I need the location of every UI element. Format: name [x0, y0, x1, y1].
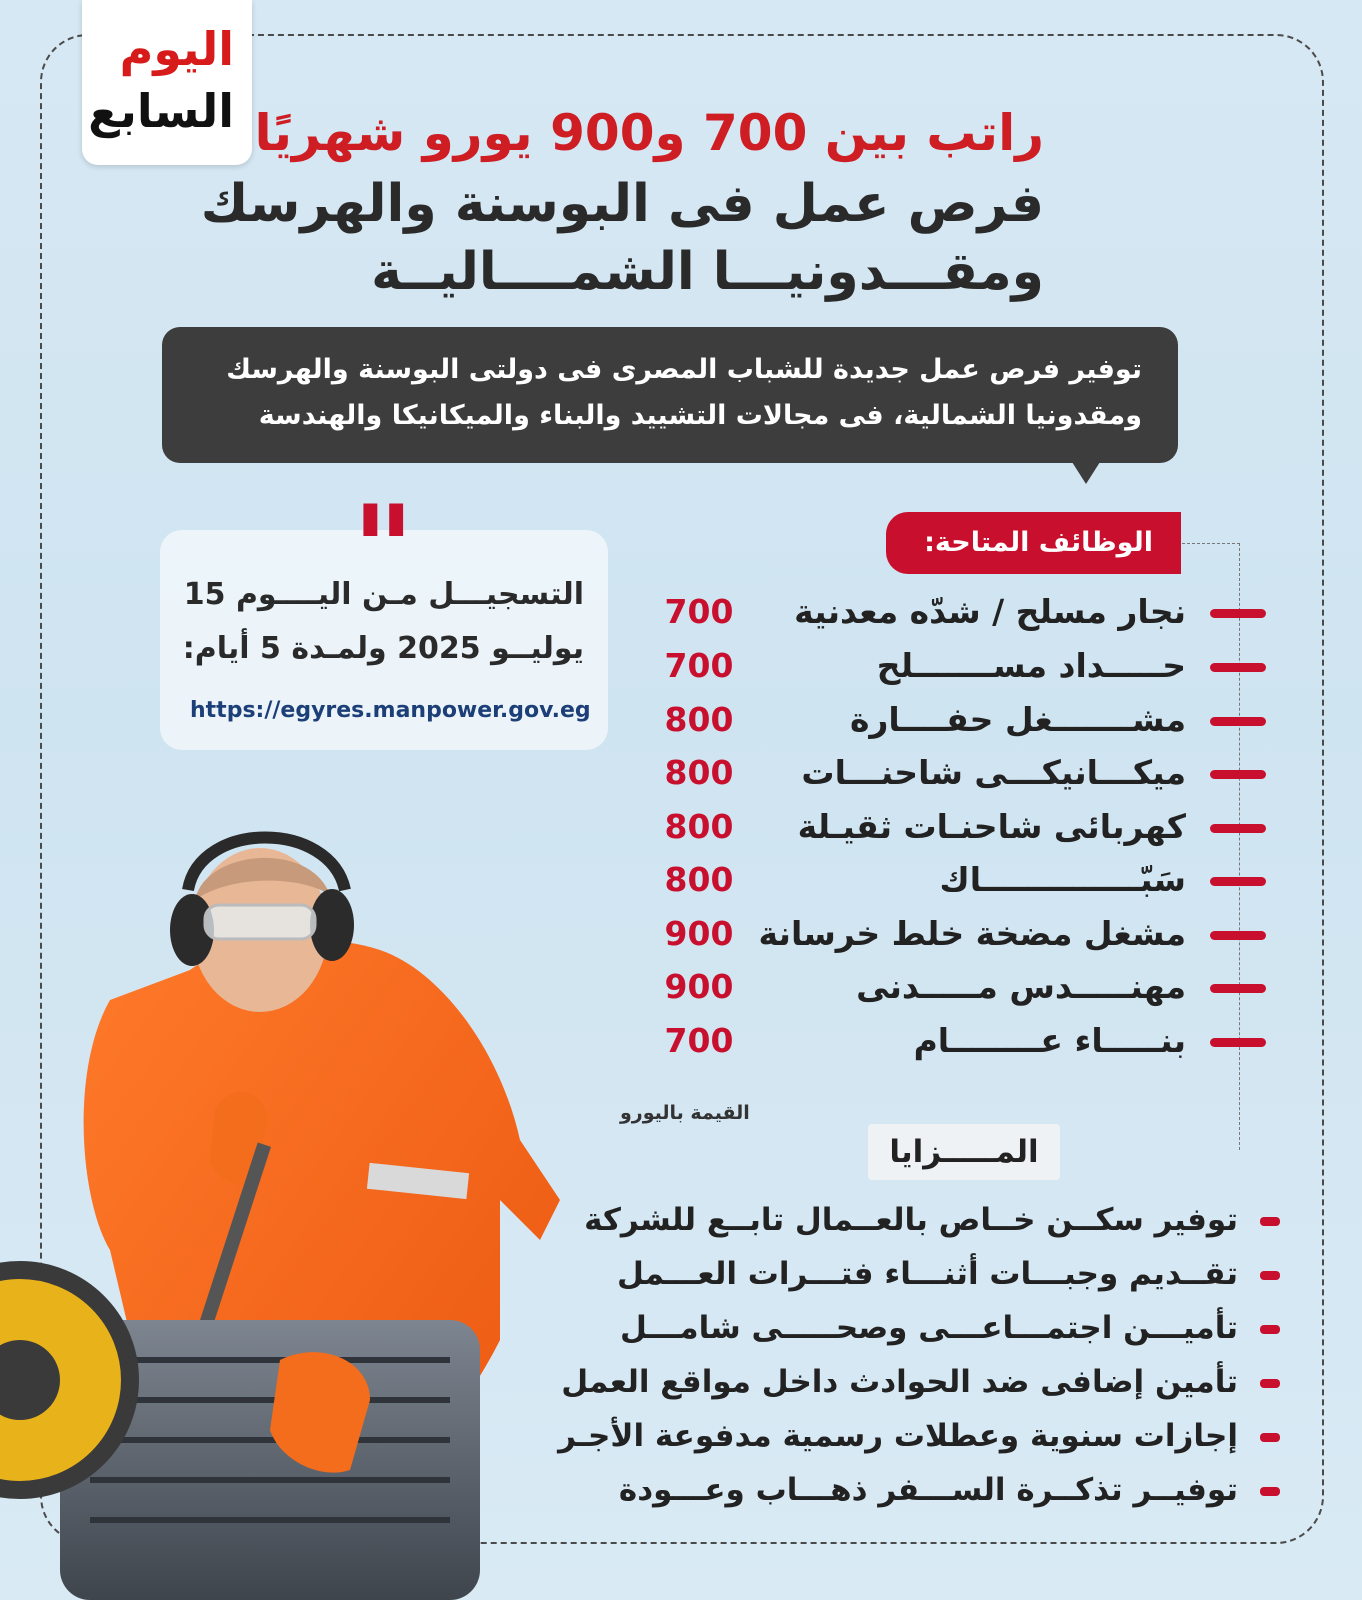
job-title: سَبّــــــــــــــاك — [939, 860, 1186, 899]
perk-text: تقــديم وجبـــات أثنـــاء فتـــرات العـــمل — [616, 1256, 1238, 1292]
logo-line-1: اليوم — [119, 22, 234, 76]
perk-text: توفير سكــن خــاص بالعــمال تابــع للشركة — [584, 1202, 1238, 1238]
registration-line-1: التسجيـــل مـن اليــــوم 15 — [183, 577, 584, 612]
job-title: بنـــــاء عــــــــام — [913, 1021, 1186, 1060]
bullet-dash-icon — [1210, 663, 1266, 672]
bullet-dash-icon — [1260, 1271, 1280, 1280]
job-salary: 800 — [664, 753, 734, 792]
job-salary: 700 — [664, 1021, 734, 1060]
registration-link[interactable]: https://egyres.manpower.gov.eg — [190, 698, 591, 723]
bullet-dash-icon — [1210, 824, 1266, 833]
job-title: حـــــداد مســـــــلح — [876, 646, 1186, 685]
headline-line-3: ومقـــدونيـــا الشمــــاليــة — [371, 242, 1044, 302]
perks-heading: المـــــزايا — [868, 1124, 1060, 1180]
bullet-dash-icon — [1210, 984, 1266, 993]
registration-line-2: يوليــو 2025 ولمـدة 5 أيام: — [182, 631, 584, 666]
bullet-dash-icon — [1210, 609, 1266, 618]
job-salary: 700 — [664, 646, 734, 685]
bullet-dash-icon — [1210, 770, 1266, 779]
intro-line-1: توفير فرص عمل جديدة للشباب المصرى فى دولتى البوسنة والهرسك — [226, 354, 1142, 385]
bullet-dash-icon — [1260, 1379, 1280, 1388]
perk-text: إجازات سنوية وعطلات رسمية مدفوعة الأجـر — [558, 1418, 1238, 1454]
speech-tail — [1072, 462, 1100, 484]
job-title: مشغل مضخة خلط خرسانة — [758, 914, 1186, 953]
headline-salary: راتب بين 700 و900 يورو شهريًا — [254, 104, 1044, 162]
job-salary: 800 — [664, 807, 734, 846]
job-salary: 700 — [664, 592, 734, 631]
perk-text: توفيــر تذكــرة الســـفر ذهـــاب وعـــودة — [618, 1472, 1238, 1508]
quote-icon: " — [352, 479, 415, 620]
bullet-dash-icon — [1260, 1433, 1280, 1442]
currency-note: القيمة باليورو — [620, 1102, 750, 1124]
registration-text — [174, 568, 584, 676]
bullet-dash-icon — [1210, 931, 1266, 940]
logo — [82, 0, 252, 165]
job-salary: 900 — [664, 914, 734, 953]
perk-text: تأميـــن اجتمـــاعـــى وصحـــــى شامـــل — [619, 1310, 1238, 1346]
job-row — [0, 748, 1362, 798]
perk-text: تأمين إضافى ضد الحوادث داخل مواقع العمل — [561, 1364, 1238, 1400]
job-title: نجار مسلح / شدّه معدنية — [794, 592, 1186, 631]
bullet-dash-icon — [1260, 1325, 1280, 1334]
job-title: مشـــــــغل حفــــارة — [849, 700, 1186, 739]
intro-line-2: ومقدونيا الشمالية، فى مجالات التشييد والبناء والميكانيكا والهندسة — [258, 399, 1142, 431]
bullet-dash-icon — [1210, 717, 1266, 726]
logo-line-2: السابع — [88, 84, 234, 138]
worker-photo — [0, 820, 620, 1600]
job-title: مهنـــــدس مـــــدنى — [856, 967, 1186, 1006]
jobs-heading: الوظائف المتاحة: — [886, 512, 1181, 574]
bullet-dash-icon — [1260, 1217, 1280, 1226]
job-title: كهربائى شاحنـات ثقيـلة — [797, 807, 1186, 846]
headline-line-2: فرص عمل فى البوسنة والهرسك — [200, 174, 1044, 234]
intro-box — [162, 327, 1178, 463]
job-salary: 900 — [664, 967, 734, 1006]
job-salary: 800 — [664, 860, 734, 899]
bullet-dash-icon — [1260, 1487, 1280, 1496]
job-title: ميكـــانيكـــى شاحنـــات — [801, 753, 1186, 792]
bullet-dash-icon — [1210, 877, 1266, 886]
job-salary: 800 — [664, 700, 734, 739]
bullet-dash-icon — [1210, 1038, 1266, 1047]
